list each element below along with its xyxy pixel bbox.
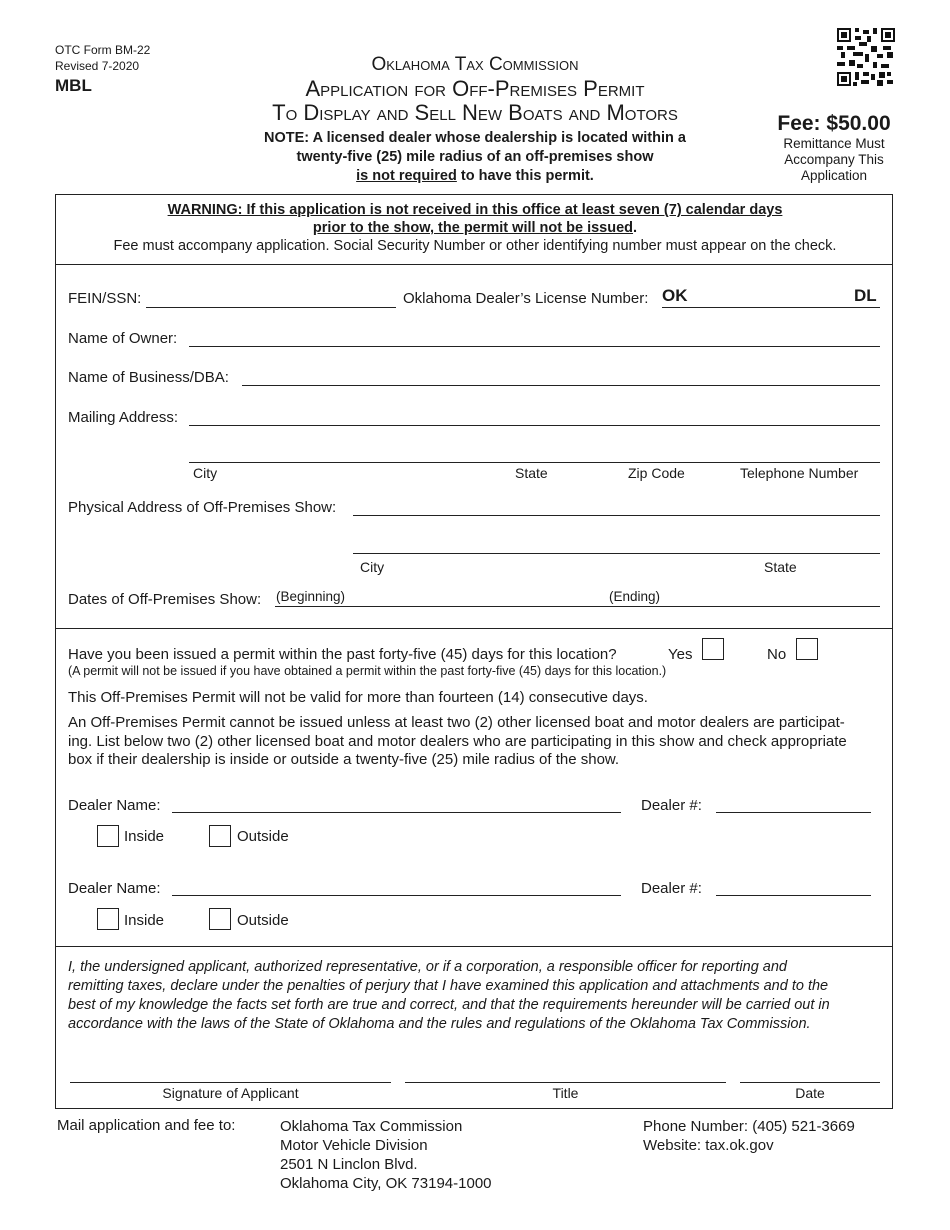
date-label: Date bbox=[795, 1085, 825, 1101]
business-label: Name of Business/DBA: bbox=[68, 369, 229, 386]
address-line4: Oklahoma City, OK 73194-1000 bbox=[280, 1175, 492, 1192]
license-suffix: DL bbox=[854, 286, 877, 305]
dealer-1-number-label: Dealer #: bbox=[641, 797, 702, 814]
phone-label: Telephone Number bbox=[740, 465, 859, 481]
state-label-2: State bbox=[764, 559, 797, 575]
dealer-1-name-label: Dealer Name: bbox=[68, 797, 161, 814]
dates-input[interactable] bbox=[275, 606, 880, 607]
revised-date: Revised 7-2020 bbox=[55, 59, 140, 73]
dealer-2-number-input[interactable] bbox=[716, 895, 871, 896]
declaration bbox=[68, 958, 830, 1034]
mailing-label: Mailing Address: bbox=[68, 409, 179, 426]
permit-note: (A permit will not be issued if you have obtained a permit within the past forty-five (45) days for this location.) bbox=[68, 664, 667, 678]
declaration-line2: remitting taxes, declare under the penalties of perjury that I have examined this application and attachments and to the bbox=[68, 978, 829, 994]
physical-city-input[interactable] bbox=[353, 553, 880, 554]
fein-label: FEIN/SSN: bbox=[68, 290, 142, 307]
dealer-instructions bbox=[68, 714, 847, 770]
fein-input[interactable] bbox=[146, 307, 396, 308]
fee-note-line2: Accompany This bbox=[784, 152, 884, 167]
dealer-1-number-input[interactable] bbox=[716, 812, 871, 813]
no-label: No bbox=[767, 646, 787, 663]
business-input[interactable] bbox=[242, 385, 880, 386]
owner-input[interactable] bbox=[189, 346, 880, 347]
physical-input[interactable] bbox=[353, 515, 880, 516]
dealer-2-inside-checkbox[interactable] bbox=[97, 908, 119, 930]
dealer-2-name-label: Dealer Name: bbox=[68, 880, 161, 897]
state-label: State bbox=[515, 465, 548, 481]
fee-instruction: Fee must accompany application. Social Security Number or other identifying number must appear on the check. bbox=[113, 238, 837, 254]
dealer-2-inside-label: Inside bbox=[124, 912, 165, 929]
note-line2: twenty-five (25) mile radius of an off-premises show bbox=[296, 149, 654, 165]
dealer-2-name-input[interactable] bbox=[172, 895, 621, 896]
license-prefix: OK bbox=[662, 286, 688, 305]
signature-input[interactable] bbox=[70, 1082, 391, 1083]
yes-label: Yes bbox=[668, 646, 693, 663]
dealer-1-inside-checkbox[interactable] bbox=[97, 825, 119, 847]
city-label-2: City bbox=[360, 559, 385, 575]
signature-label: Signature of Applicant bbox=[162, 1085, 299, 1101]
declaration-line4: accordance with the laws of the State of Oklahoma and the rules and regulations of the Oklahoma Tax Commission. bbox=[68, 1016, 811, 1032]
warning bbox=[58, 201, 892, 237]
permit-question: Have you been issued a permit within the past forty-five (45) days for this location? bbox=[68, 646, 617, 663]
warning-line2-end: . bbox=[633, 220, 638, 236]
form-title-line1: Application for Off-Premises Permit bbox=[305, 76, 645, 101]
physical-label: Physical Address of Off-Premises Show: bbox=[68, 499, 337, 516]
mail-label: Mail application and fee to: bbox=[57, 1117, 236, 1134]
mailing-input[interactable] bbox=[189, 425, 880, 426]
fee-note-line3: Application bbox=[800, 168, 868, 183]
instructions-line3: box if their dealership is inside or outside a twenty-five (25) mile radius of the show. bbox=[68, 751, 620, 768]
dates-label: Dates of Off-Premises Show: bbox=[68, 591, 262, 608]
note bbox=[220, 129, 730, 186]
website: Website: tax.ok.gov bbox=[643, 1137, 774, 1154]
yes-checkbox[interactable] bbox=[702, 638, 724, 660]
license-label: Oklahoma Dealer’s License Number: bbox=[403, 290, 649, 307]
fee-amount: Fee: $50.00 bbox=[777, 112, 891, 135]
dealer-2-outside-checkbox[interactable] bbox=[209, 908, 231, 930]
license-input[interactable] bbox=[662, 307, 880, 308]
declaration-line1: I, the undersigned applicant, authorized representative, or if a corporation, a responsible officer for reporting and bbox=[68, 959, 787, 975]
warning-line2: prior to the show, the permit will not be issued bbox=[312, 220, 634, 236]
divider bbox=[56, 264, 892, 265]
note-line3 bbox=[220, 167, 730, 186]
mailing-city-input[interactable] bbox=[189, 462, 880, 463]
divider bbox=[56, 628, 892, 629]
note-line1: NOTE: A licensed dealer whose dealership is located within a bbox=[264, 130, 686, 146]
fee-note bbox=[765, 136, 903, 184]
city-label: City bbox=[193, 465, 218, 481]
note-underlined: is not required bbox=[356, 168, 457, 184]
title-input[interactable] bbox=[405, 1082, 726, 1083]
phone-number: Phone Number: (405) 521-3669 bbox=[643, 1118, 855, 1135]
validity-note: This Off-Premises Permit will not be valid for more than fourteen (14) consecutive days. bbox=[68, 689, 648, 706]
form-title-line2: To Display and Sell New Boats and Motors bbox=[272, 100, 678, 125]
address-line2: Motor Vehicle Division bbox=[280, 1137, 428, 1154]
beginning-label: (Beginning) bbox=[276, 589, 346, 604]
owner-label: Name of Owner: bbox=[68, 330, 178, 347]
form-number: OTC Form BM-22 bbox=[55, 43, 151, 57]
address-line1: Oklahoma Tax Commission bbox=[280, 1118, 463, 1135]
zip-label: Zip Code bbox=[628, 465, 685, 481]
dealer-1-inside-label: Inside bbox=[124, 828, 165, 845]
agency-name: Oklahoma Tax Commission bbox=[371, 54, 579, 75]
qr-code-icon bbox=[837, 28, 895, 86]
mail-address bbox=[280, 1117, 492, 1193]
dealer-2-outside-label: Outside bbox=[237, 912, 289, 929]
contact bbox=[643, 1117, 855, 1155]
dealer-1-outside-checkbox[interactable] bbox=[209, 825, 231, 847]
dealer-1-name-input[interactable] bbox=[172, 812, 621, 813]
note-rest: to have this permit. bbox=[456, 168, 594, 184]
divider bbox=[56, 946, 892, 947]
form-code: MBL bbox=[55, 76, 92, 95]
instructions-line1: An Off-Premises Permit cannot be issued unless at least two (2) other licensed boat and motor dealers are participat- bbox=[68, 714, 845, 731]
instructions-line2: ing. List below two (2) other licensed boat and motor dealers who are participating in this show and check appropriate bbox=[68, 732, 847, 750]
date-input[interactable] bbox=[740, 1082, 880, 1083]
dealer-1-outside-label: Outside bbox=[237, 828, 289, 845]
dealer-2-number-label: Dealer #: bbox=[641, 880, 702, 897]
declaration-line3: best of my knowledge the facts set forth are true and correct, and that the requirements hereunder will be carried out in bbox=[68, 997, 830, 1013]
address-line3: 2501 N Linclon Blvd. bbox=[280, 1156, 418, 1173]
title-label: Title bbox=[552, 1085, 579, 1101]
no-checkbox[interactable] bbox=[796, 638, 818, 660]
warning-line2-wrap bbox=[58, 219, 892, 237]
fee-note-line1: Remittance Must bbox=[783, 136, 885, 151]
ending-label: (Ending) bbox=[609, 589, 661, 604]
warning-line1: WARNING: If this application is not received in this office at least seven (7) calendar days bbox=[167, 202, 783, 218]
